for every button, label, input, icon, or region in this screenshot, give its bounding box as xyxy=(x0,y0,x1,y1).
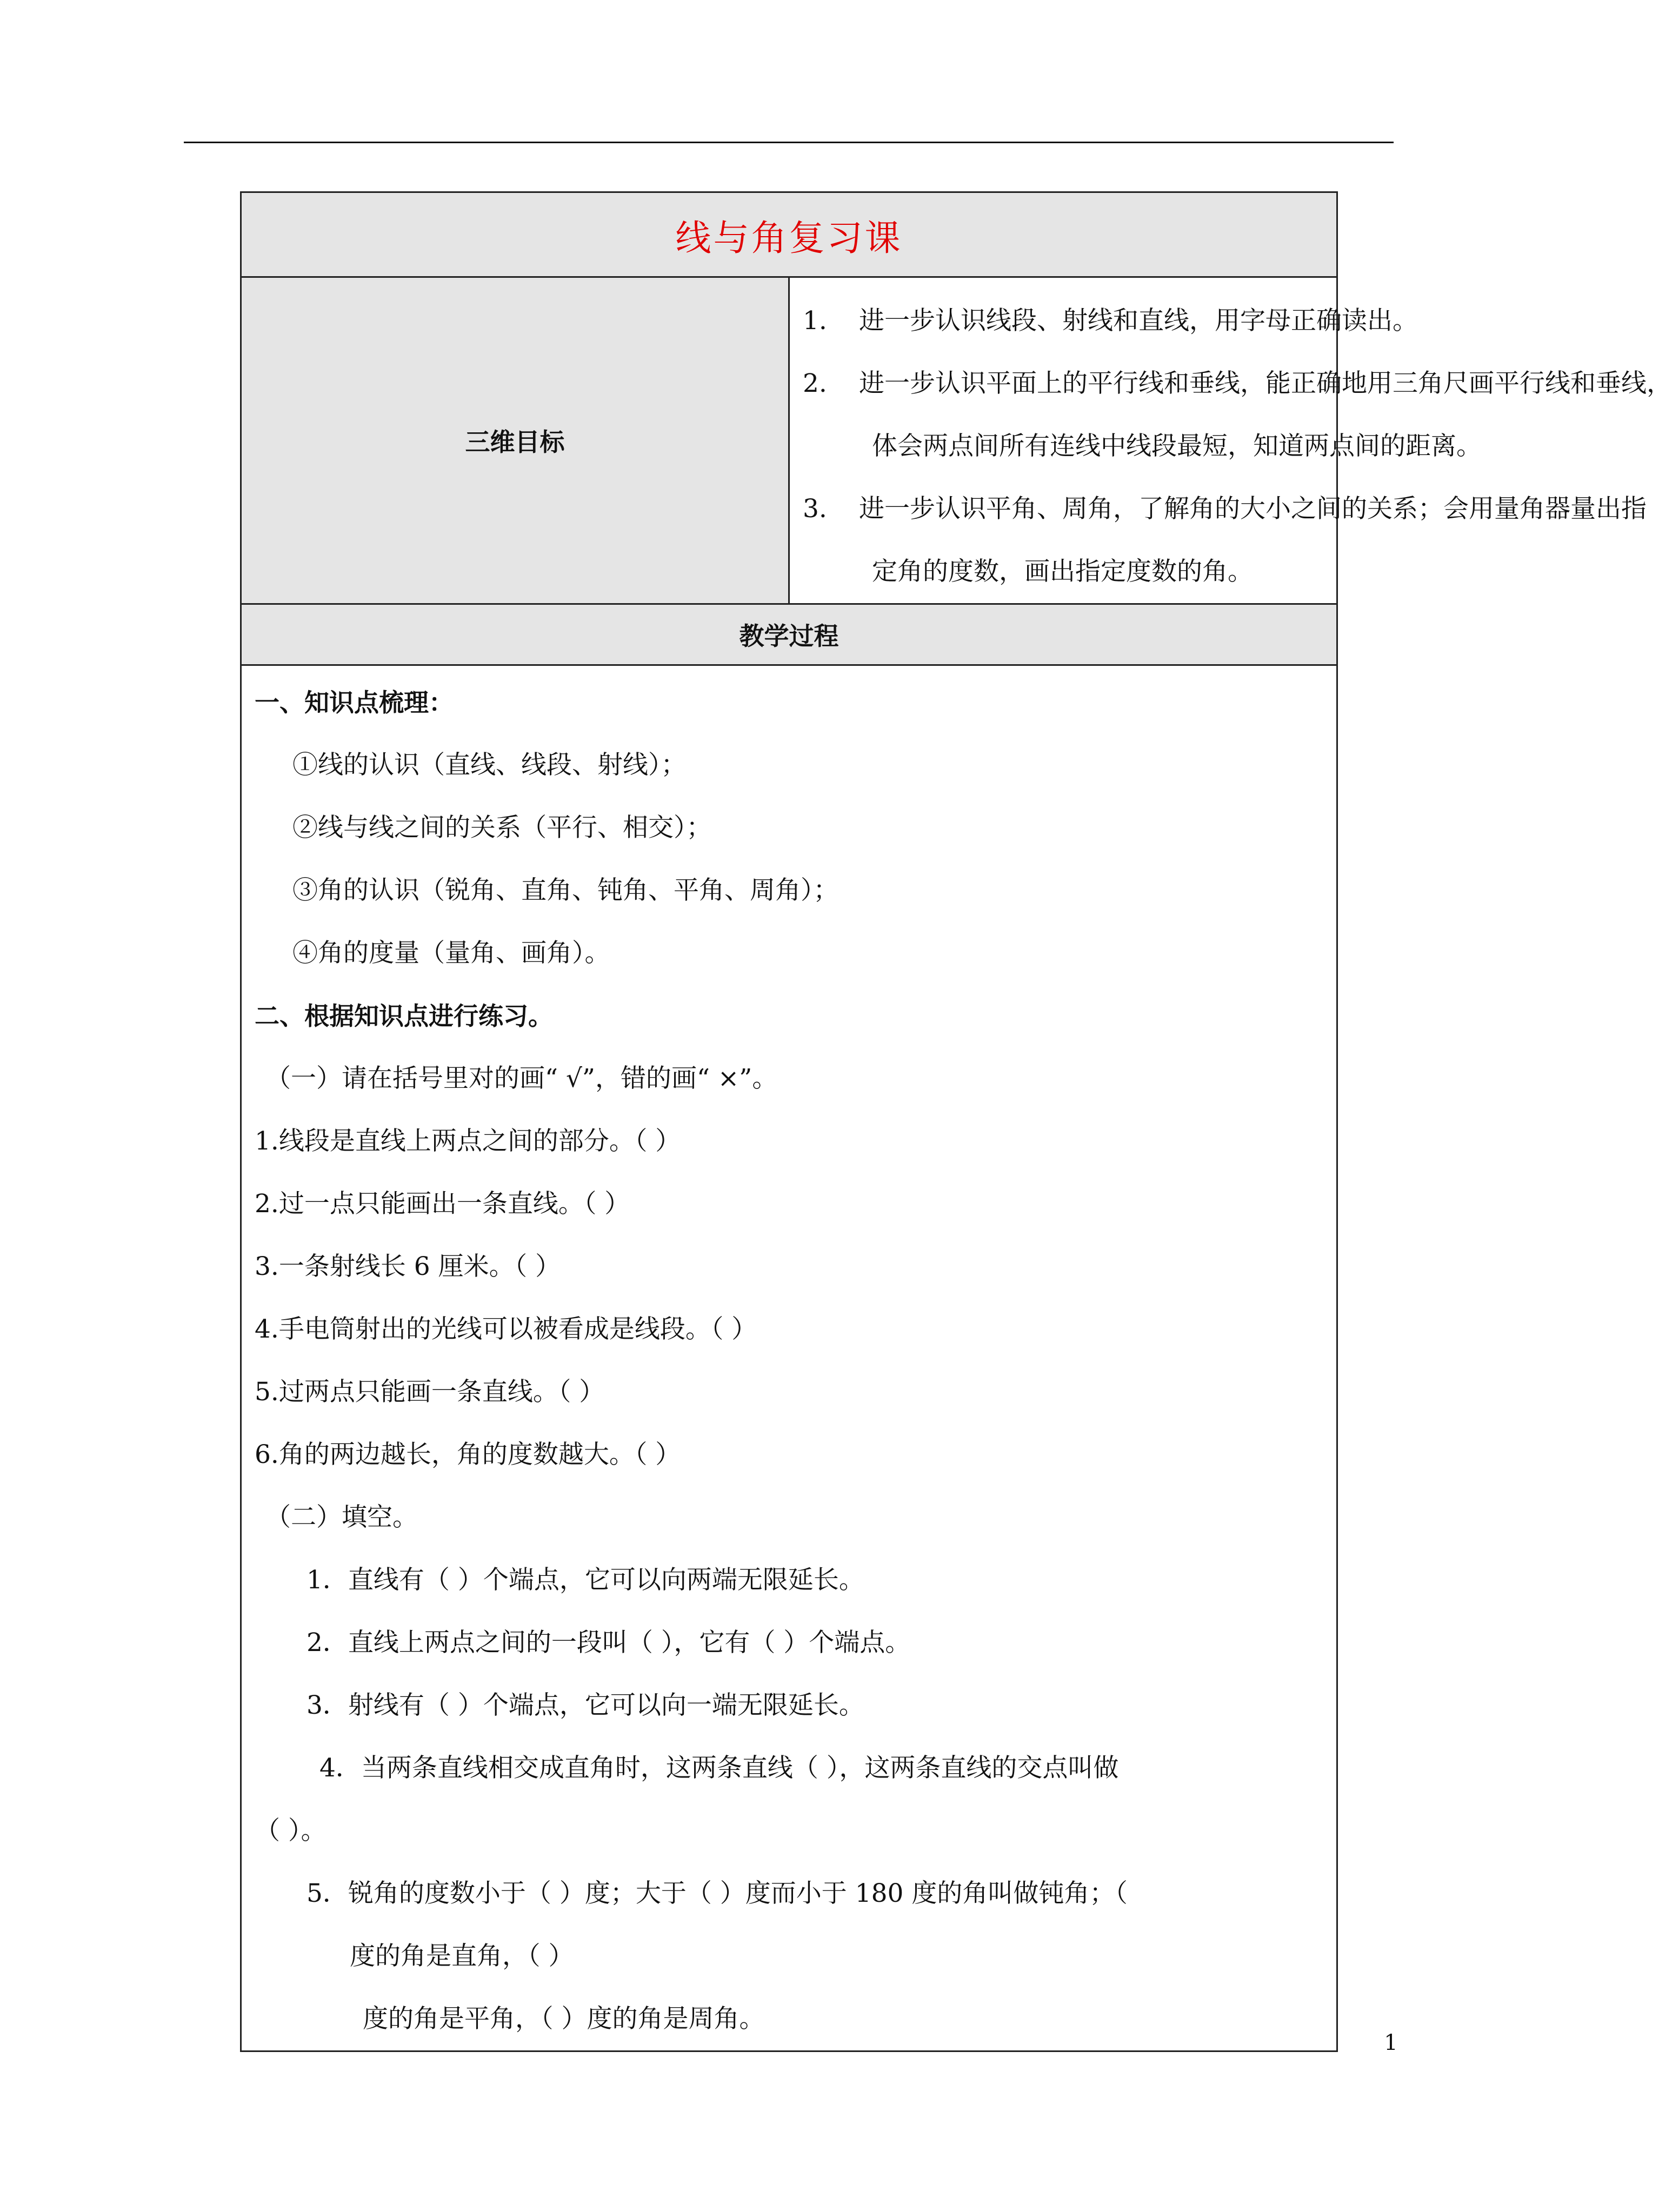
page-number: 1 xyxy=(1384,2030,1398,2055)
fill-item: 2．直线上两点之间的一段叫（ ），它有（ ）个端点。 xyxy=(307,1628,911,1658)
goal-item xyxy=(803,352,1672,415)
knowledge-point: ④角的度量（量角、画角）。 xyxy=(292,938,610,968)
judge-item: 2.过一点只能画出一条直线。（ ） xyxy=(255,1189,630,1219)
judge-item: 3.一条射线长 6 厘米。（ ） xyxy=(255,1252,561,1281)
knowledge-point: ①线的认识（直线、线段、射线）； xyxy=(292,750,687,780)
goal-text: 进一步认识平角、周角，了解角的大小之间的关系；会用量角器量出指 xyxy=(859,494,1647,524)
fill-item-continued: 度的角是直角，（ ） xyxy=(350,1941,574,1971)
fill-item: 1．直线有（ ）个端点，它可以向两端无限延长。 xyxy=(307,1565,864,1595)
goal-number: 1. xyxy=(803,306,827,336)
goal-text-continued: 体会两点间所有连线中线段最短，知道两点间的距离。 xyxy=(872,431,1482,461)
goal-text: 进一步认识线段、射线和直线，用字母正确读出。 xyxy=(859,306,1418,336)
section-heading: 二、根据知识点进行练习。 xyxy=(255,1001,553,1031)
goals-body xyxy=(789,277,1672,604)
goal-number: 2. xyxy=(803,369,827,398)
fill-item-continued: 度的角是平角，（ ）度的角是周角。 xyxy=(363,2004,765,2034)
knowledge-point: ③角的认识（锐角、直角、钝角、平角、周角）； xyxy=(292,876,839,905)
judge-item: 6.角的两边越长，角的度数越大。（ ） xyxy=(255,1440,681,1469)
process-heading: 教学过程 xyxy=(241,604,1337,665)
fill-item: 5．锐角的度数小于（ ）度；大于（ ）度而小于 180 度的角叫做钝角；（ xyxy=(307,1879,1128,1908)
lesson-title: 线与角复习课 xyxy=(241,192,1337,277)
judge-item: 4.手电筒射出的光线可以被看成是线段。（ ） xyxy=(255,1314,757,1344)
goal-text: 进一步认识平面上的平行线和垂线，能正确地用三角尺画平行线和垂线， xyxy=(859,369,1672,398)
fill-item: 3．射线有（ ）个端点，它可以向一端无限延长。 xyxy=(307,1690,864,1720)
goal-number: 3. xyxy=(803,494,827,524)
lesson-plan-table xyxy=(240,191,1672,2052)
fill-item-continued: （ ）。 xyxy=(255,1816,327,1846)
judge-item: 5.过两点只能画一条直线。（ ） xyxy=(255,1377,605,1407)
process-body xyxy=(241,665,1337,2051)
exercise-intro: （二）填空。 xyxy=(265,1502,418,1532)
knowledge-point: ②线与线之间的关系（平行、相交）； xyxy=(292,813,712,843)
goals-label: 三维目标 xyxy=(241,277,789,604)
goal-text-continued: 定角的度数，画出指定度数的角。 xyxy=(872,557,1253,586)
judge-item: 1.线段是直线上两点之间的部分。（ ） xyxy=(255,1126,681,1156)
goal-item xyxy=(803,478,1647,540)
exercise-intro: （一）请在括号里对的画“ √”，错的画“ ×”。 xyxy=(265,1064,778,1093)
fill-item: 4．当两条直线相交成直角时，这两条直线（ ），这两条直线的交点叫做 xyxy=(319,1753,1119,1783)
header-rule xyxy=(184,142,1394,143)
section-heading: 一、知识点梳理： xyxy=(255,688,454,717)
goal-item xyxy=(803,290,1418,352)
